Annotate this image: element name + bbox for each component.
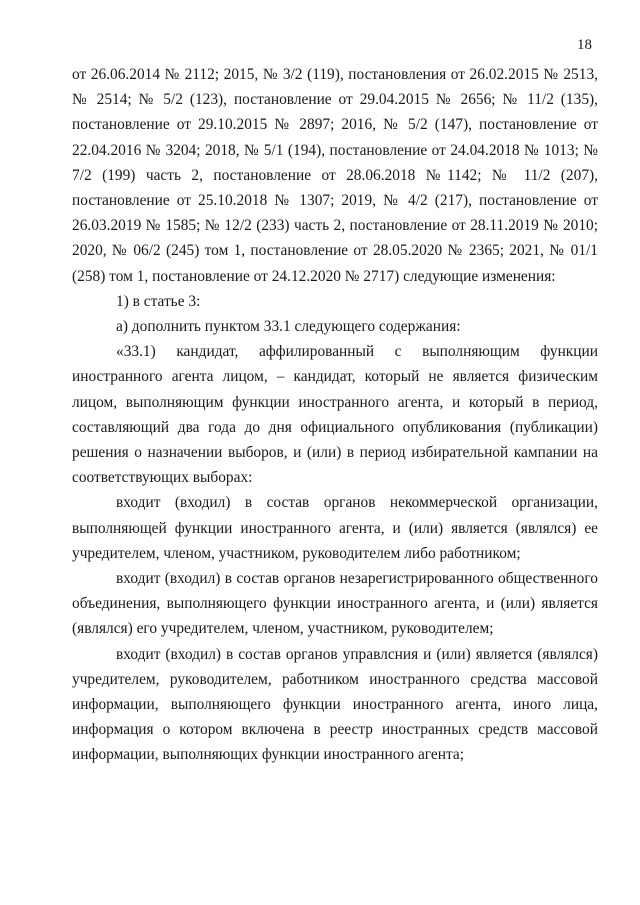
paragraph: входит (входил) в состав органов незарегистрированного общественного объединения, выполняющего функции иностранного агента, и (или) является (являлся) его учредителем, членом, участником, руководителем;	[72, 570, 598, 638]
paragraph: входит (входил) в состав органов некоммерческой организации, выполняющей функции иностранного агента, и (или) является (являлся) ее учредителем, членом, участником, руководителем либо работником;	[72, 494, 598, 562]
paragraph: входит (входил) в состав органов управлсния и (или) является (являлся) учредителем, руководителем, работником иностранного средства массовой информации, выполняющего функции иностранного агента, иного лица, информация о котором включена в реестр иностранных средств массовой информации, выполняющих функции иностранного агента;	[72, 645, 598, 764]
document-body	[72, 62, 598, 768]
paragraph: от 26.06.2014 № 2112; 2015, № 3/2 (119), постановления от 26.02.2015 № 2513, № 2514; № 5/2 (123), постановление от 29.04.2015 № 2656; № 11/2 (135), постановление от 29.10.2015 № 2897; 2016, № 5/2 (147), постановление от 22.04.2016 № 3204; 2018, № 5/1 (194), постановление от 24.04.2018 № 1013; № 7/2 (199) часть 2, постановление от 28.06.2018 №1142; № 11/2 (207), постановление от 25.10.2018 № 1307; 2019, № 4/2 (217), постановление от 26.03.2019 № 1585; № 12/2 (233) часть 2, постановление от 28.11.2019 № 2010; 2020, № 06/2 (245) том 1, постановление от 28.05.2020 № 2365; 2021, № 01/1 (258) том 1, постановление от 24.12.2020 № 2717) следующие изменения:	[72, 66, 598, 285]
page-number: 18	[577, 37, 592, 53]
paragraph: а) дополнить пунктом 33.1 следующего содержания:	[116, 318, 461, 336]
paragraph: 1) в статье 3:	[116, 292, 201, 310]
paragraph: «33.1) кандидат, аффилированный с выполняющим функции иностранного агента лицом, – кандидат, который не является физическим лицом, выполняющим функции иностранного агента, и который в период, составляющий два года до дня официального опубликования (публикации) решения о назначении выборов, и (или) в период избирательной кампании на соответствующих выборах:	[72, 343, 598, 487]
